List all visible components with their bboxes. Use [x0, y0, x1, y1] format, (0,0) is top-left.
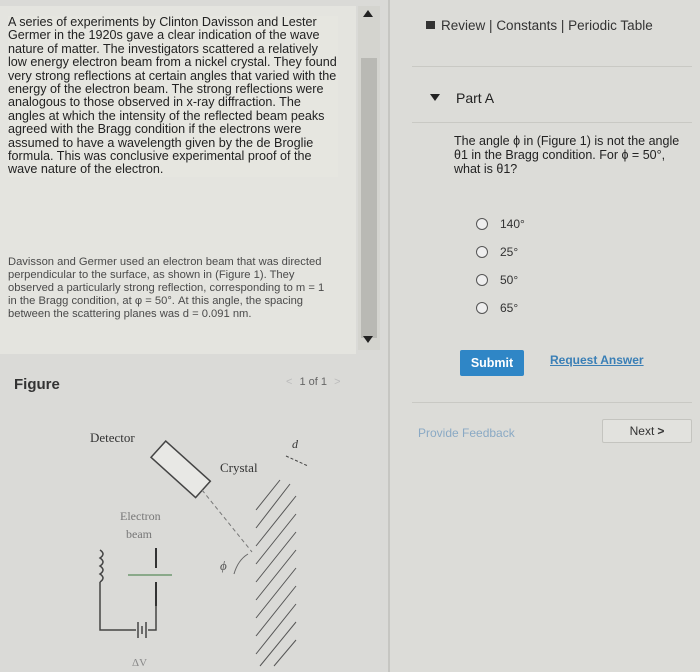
radio-button[interactable] — [476, 218, 488, 230]
reflected-beam — [202, 490, 252, 552]
review-link[interactable]: Review — [441, 18, 486, 33]
battery-icon — [138, 622, 146, 638]
reading-scrollbar[interactable] — [358, 6, 380, 350]
radio-button[interactable] — [476, 274, 488, 286]
crystal-label: Crystal — [220, 460, 258, 475]
detector-label: Detector — [90, 430, 135, 445]
scroll-down-icon[interactable] — [363, 336, 373, 343]
submit-button[interactable]: Submit — [460, 350, 524, 376]
electron-beam-label-2: beam — [126, 527, 152, 541]
spacing-marker — [286, 456, 308, 466]
answer-options — [476, 210, 525, 322]
request-answer-link[interactable]: Request Answer — [550, 353, 644, 367]
next-label: Next — [629, 424, 655, 438]
header-links — [426, 18, 653, 33]
chevron-right-icon: > — [657, 424, 665, 438]
phi-arc — [234, 554, 248, 574]
constants-link[interactable]: Constants — [496, 18, 558, 33]
part-a-toggle[interactable] — [430, 90, 494, 106]
crystal-lattice-icon — [256, 480, 296, 672]
figure-pager — [282, 376, 345, 388]
davisson-germer-figure — [40, 410, 370, 672]
setup-paragraph: Davisson and Germer used an electron beam that was directed perpendicular to the surface, as shown in (Figure 1). They observed a particularly strong reflection, corresponding to m = 1 in the Bragg condition, at φ = 50°. At this angle, the spacing between the scattering planes was d = 0.091 nm. — [8, 256, 325, 320]
radio-button[interactable] — [476, 302, 488, 314]
right-panel — [390, 0, 700, 672]
part-a-label: Part A — [456, 90, 495, 106]
figure-title: Figure — [14, 376, 60, 393]
circuit-wire — [100, 582, 156, 630]
option-label: 65° — [500, 301, 519, 315]
scroll-up-icon[interactable] — [363, 10, 373, 17]
header-divider — [412, 66, 692, 67]
scroll-thumb[interactable] — [361, 58, 377, 338]
detector-icon — [151, 441, 210, 497]
spacing-label: d — [292, 437, 298, 451]
filament-coil-icon — [100, 550, 103, 582]
option-140[interactable] — [476, 210, 525, 238]
figure-header — [0, 362, 388, 402]
provide-feedback-link[interactable]: Provide Feedback — [418, 426, 515, 440]
next-button[interactable] — [602, 419, 692, 443]
option-50[interactable] — [476, 266, 525, 294]
link-separator: | — [560, 18, 565, 33]
link-separator: | — [489, 18, 493, 33]
reading-passage — [0, 6, 356, 354]
option-label: 50° — [500, 273, 519, 287]
voltage-label: ΔV — [132, 657, 148, 669]
phi-label: ϕ — [220, 558, 227, 573]
review-icon — [426, 21, 435, 29]
part-divider — [412, 122, 692, 123]
option-label: 25° — [500, 245, 519, 259]
collapse-caret-icon — [430, 94, 440, 101]
intro-paragraph: A series of experiments by Clinton Davisson and Lester Germer in the 1920s gave a clear indication of the wave nature of matter. The investigators scattered a relatively low energy electron beam from a nickel crystal. They found very strong reflections at certain angles that varied with the energy of the electron beam. The strong reflections were analogous to those observed in x-ray diffraction. The angles at which the intensity of the reflected beam peaks agreed with the Bragg condition if the electrons were assumed to have a wavelength given by the de Broglie formula. This was conclusive experimental proof of the wave nature of the electron. — [8, 15, 337, 177]
option-65[interactable] — [476, 294, 525, 322]
radio-button[interactable] — [476, 246, 488, 258]
electron-beam-label: Electron — [120, 509, 161, 523]
next-figure-icon[interactable]: > — [334, 376, 341, 388]
figure-page-count: 1 of 1 — [299, 376, 328, 388]
option-25[interactable] — [476, 238, 525, 266]
question-text: The angle ϕ in (Figure 1) is not the angle θ1 in the Bragg condition. For ϕ = 50°, what is θ1? — [454, 134, 680, 176]
periodic-table-link[interactable]: Periodic Table — [568, 18, 653, 33]
prev-figure-icon[interactable]: < — [286, 376, 293, 388]
option-label: 140° — [500, 217, 525, 231]
actions-divider — [412, 402, 692, 403]
